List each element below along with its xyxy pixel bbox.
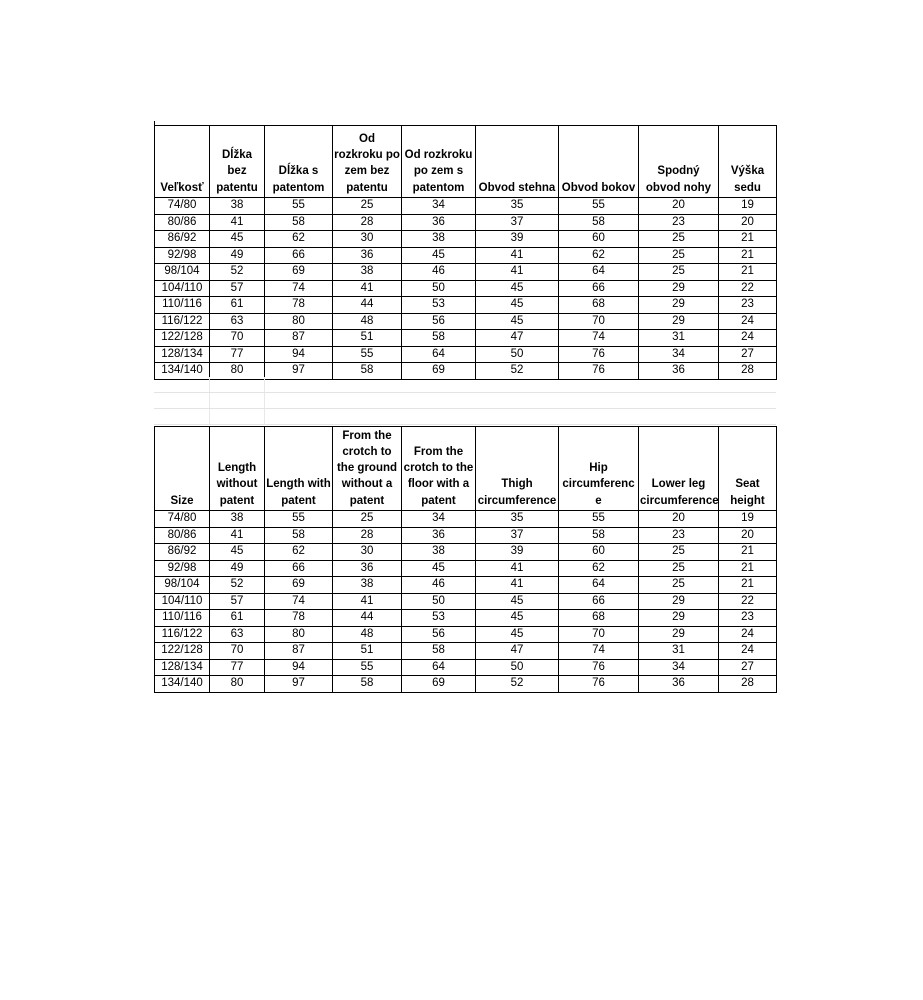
measurement-cell: 21 — [719, 560, 777, 577]
measurement-cell: 51 — [333, 330, 402, 347]
measurement-cell: 20 — [719, 214, 777, 231]
measurement-cell: 41 — [333, 280, 402, 297]
measurement-cell: 64 — [402, 346, 476, 363]
column-header: Od rozkroku po zem bez patentu — [333, 126, 402, 198]
measurement-cell: 77 — [210, 659, 265, 676]
measurement-cell: 37 — [476, 527, 559, 544]
measurement-cell: 62 — [265, 231, 333, 248]
size-cell: 92/98 — [155, 560, 210, 577]
column-header: Length with patent — [265, 427, 333, 511]
measurement-cell: 41 — [333, 593, 402, 610]
measurement-cell: 46 — [402, 577, 476, 594]
table-row — [155, 198, 777, 215]
measurement-cell: 28 — [719, 676, 777, 693]
measurement-cell: 50 — [476, 346, 559, 363]
measurement-cell: 80 — [265, 313, 333, 330]
table-row — [155, 264, 777, 281]
size-cell: 80/86 — [155, 214, 210, 231]
size-cell: 104/110 — [155, 593, 210, 610]
table-row — [155, 527, 777, 544]
column-header: Dĺžka bez patentu — [210, 126, 265, 198]
table-row — [155, 676, 777, 693]
column-header: From the crotch to the ground without a patent — [333, 427, 402, 511]
measurement-cell: 69 — [402, 676, 476, 693]
measurement-cell: 64 — [559, 264, 639, 281]
measurement-cell: 80 — [210, 363, 265, 380]
measurement-cell: 24 — [719, 313, 777, 330]
measurement-cell: 34 — [402, 198, 476, 215]
size-cell: 128/134 — [155, 346, 210, 363]
measurement-cell: 25 — [639, 247, 719, 264]
size-table-slovak — [154, 125, 777, 380]
measurement-cell: 62 — [559, 247, 639, 264]
table-row — [155, 280, 777, 297]
measurement-cell: 55 — [265, 511, 333, 528]
column-header: Od rozkroku po zem s patentom — [402, 126, 476, 198]
measurement-cell: 20 — [719, 527, 777, 544]
measurement-cell: 23 — [719, 610, 777, 627]
measurement-cell: 55 — [333, 659, 402, 676]
measurement-cell: 52 — [476, 363, 559, 380]
measurement-cell: 87 — [265, 330, 333, 347]
measurement-cell: 29 — [639, 610, 719, 627]
column-header: Thigh circumference — [476, 427, 559, 511]
measurement-cell: 58 — [402, 643, 476, 660]
measurement-cell: 38 — [333, 264, 402, 281]
measurement-cell: 87 — [265, 643, 333, 660]
measurement-cell: 58 — [333, 363, 402, 380]
measurement-cell: 25 — [639, 544, 719, 561]
measurement-cell: 56 — [402, 313, 476, 330]
measurement-cell: 21 — [719, 264, 777, 281]
measurement-cell: 29 — [639, 280, 719, 297]
measurement-cell: 77 — [210, 346, 265, 363]
measurement-cell: 35 — [476, 198, 559, 215]
measurement-cell: 76 — [559, 659, 639, 676]
measurement-cell: 74 — [265, 280, 333, 297]
size-cell: 86/92 — [155, 544, 210, 561]
measurement-cell: 76 — [559, 676, 639, 693]
measurement-cell: 34 — [639, 659, 719, 676]
measurement-cell: 31 — [639, 330, 719, 347]
measurement-cell: 63 — [210, 626, 265, 643]
measurement-cell: 78 — [265, 610, 333, 627]
table-row — [155, 346, 777, 363]
measurement-cell: 25 — [639, 577, 719, 594]
measurement-cell: 52 — [210, 577, 265, 594]
table-row — [155, 313, 777, 330]
measurement-cell: 55 — [559, 511, 639, 528]
measurement-cell: 44 — [333, 297, 402, 314]
measurement-cell: 34 — [402, 511, 476, 528]
measurement-cell: 21 — [719, 247, 777, 264]
measurement-cell: 58 — [559, 527, 639, 544]
measurement-cell: 39 — [476, 231, 559, 248]
measurement-cell: 45 — [476, 297, 559, 314]
measurement-cell: 22 — [719, 593, 777, 610]
measurement-cell: 25 — [639, 560, 719, 577]
measurement-cell: 47 — [476, 330, 559, 347]
measurement-cell: 20 — [639, 198, 719, 215]
measurement-cell: 36 — [402, 527, 476, 544]
measurement-cell: 76 — [559, 363, 639, 380]
measurement-cell: 45 — [476, 280, 559, 297]
measurement-cell: 30 — [333, 544, 402, 561]
measurement-cell: 28 — [719, 363, 777, 380]
table-row — [155, 231, 777, 248]
table-row — [155, 626, 777, 643]
measurement-cell: 69 — [402, 363, 476, 380]
column-header: Výška sedu — [719, 126, 777, 198]
column-header: Obvod bokov — [559, 126, 639, 198]
column-header: Length without patent — [210, 427, 265, 511]
measurement-cell: 55 — [559, 198, 639, 215]
measurement-cell: 61 — [210, 297, 265, 314]
size-cell: 134/140 — [155, 676, 210, 693]
measurement-cell: 38 — [210, 198, 265, 215]
table-row — [155, 247, 777, 264]
size-cell: 86/92 — [155, 231, 210, 248]
measurement-cell: 47 — [476, 643, 559, 660]
measurement-cell: 48 — [333, 626, 402, 643]
measurement-cell: 45 — [402, 560, 476, 577]
measurement-cell: 24 — [719, 643, 777, 660]
measurement-cell: 97 — [265, 363, 333, 380]
measurement-cell: 52 — [210, 264, 265, 281]
measurement-cell: 41 — [476, 560, 559, 577]
measurement-cell: 70 — [559, 313, 639, 330]
measurement-cell: 29 — [639, 626, 719, 643]
table-header-row — [155, 427, 777, 511]
measurement-cell: 66 — [559, 280, 639, 297]
table-row — [155, 544, 777, 561]
measurement-cell: 97 — [265, 676, 333, 693]
measurement-cell: 62 — [265, 544, 333, 561]
measurement-cell: 51 — [333, 643, 402, 660]
measurement-cell: 80 — [265, 626, 333, 643]
measurement-cell: 74 — [265, 593, 333, 610]
measurement-cell: 45 — [210, 231, 265, 248]
measurement-cell: 45 — [476, 593, 559, 610]
measurement-cell: 70 — [559, 626, 639, 643]
measurement-cell: 39 — [476, 544, 559, 561]
table-row — [155, 610, 777, 627]
measurement-cell: 57 — [210, 280, 265, 297]
column-header: Obvod stehna — [476, 126, 559, 198]
measurement-cell: 76 — [559, 346, 639, 363]
measurement-cell: 50 — [476, 659, 559, 676]
measurement-cell: 74 — [559, 643, 639, 660]
measurement-cell: 38 — [210, 511, 265, 528]
measurement-cell: 41 — [476, 577, 559, 594]
measurement-cell: 61 — [210, 610, 265, 627]
table-row — [155, 511, 777, 528]
measurement-cell: 46 — [402, 264, 476, 281]
table-row — [155, 577, 777, 594]
column-header: Seat height — [719, 427, 777, 511]
measurement-cell: 22 — [719, 280, 777, 297]
size-table-english — [154, 426, 777, 693]
measurement-cell: 70 — [210, 643, 265, 660]
measurement-cell: 45 — [476, 313, 559, 330]
measurement-cell: 58 — [265, 214, 333, 231]
measurement-cell: 25 — [639, 231, 719, 248]
measurement-cell: 60 — [559, 231, 639, 248]
measurement-cell: 94 — [265, 659, 333, 676]
measurement-cell: 69 — [265, 264, 333, 281]
measurement-cell: 34 — [639, 346, 719, 363]
measurement-cell: 66 — [559, 593, 639, 610]
column-header: From the crotch to the floor with a patent — [402, 427, 476, 511]
measurement-cell: 94 — [265, 346, 333, 363]
measurement-cell: 78 — [265, 297, 333, 314]
measurement-cell: 41 — [476, 264, 559, 281]
size-cell: 116/122 — [155, 313, 210, 330]
measurement-cell: 56 — [402, 626, 476, 643]
measurement-cell: 45 — [402, 247, 476, 264]
table-row — [155, 593, 777, 610]
measurement-cell: 23 — [639, 214, 719, 231]
measurement-cell: 38 — [402, 544, 476, 561]
table-row — [155, 659, 777, 676]
measurement-cell: 24 — [719, 330, 777, 347]
measurement-cell: 70 — [210, 330, 265, 347]
measurement-cell: 19 — [719, 511, 777, 528]
measurement-cell: 45 — [210, 544, 265, 561]
table-row — [155, 214, 777, 231]
size-cell: 110/116 — [155, 610, 210, 627]
measurement-cell: 80 — [210, 676, 265, 693]
measurement-cell: 45 — [476, 610, 559, 627]
measurement-cell: 29 — [639, 313, 719, 330]
measurement-cell: 27 — [719, 346, 777, 363]
measurement-cell: 36 — [333, 247, 402, 264]
measurement-cell: 62 — [559, 560, 639, 577]
measurement-cell: 31 — [639, 643, 719, 660]
measurement-cell: 64 — [402, 659, 476, 676]
measurement-cell: 28 — [333, 527, 402, 544]
measurement-cell: 21 — [719, 544, 777, 561]
measurement-cell: 29 — [639, 297, 719, 314]
size-cell: 98/104 — [155, 577, 210, 594]
measurement-cell: 53 — [402, 610, 476, 627]
measurement-cell: 36 — [333, 560, 402, 577]
measurement-cell: 25 — [639, 264, 719, 281]
measurement-cell: 21 — [719, 231, 777, 248]
size-cell: 116/122 — [155, 626, 210, 643]
measurement-cell: 23 — [719, 297, 777, 314]
size-cell: 122/128 — [155, 643, 210, 660]
measurement-cell: 44 — [333, 610, 402, 627]
measurement-cell: 36 — [639, 676, 719, 693]
column-header: Dĺžka s patentom — [265, 126, 333, 198]
measurement-cell: 60 — [559, 544, 639, 561]
measurement-cell: 68 — [559, 297, 639, 314]
measurement-cell: 49 — [210, 560, 265, 577]
measurement-cell: 52 — [476, 676, 559, 693]
measurement-cell: 74 — [559, 330, 639, 347]
measurement-cell: 30 — [333, 231, 402, 248]
size-cell: 104/110 — [155, 280, 210, 297]
table-row — [155, 560, 777, 577]
measurement-cell: 41 — [210, 527, 265, 544]
size-cell: 74/80 — [155, 198, 210, 215]
measurement-cell: 68 — [559, 610, 639, 627]
measurement-cell: 58 — [402, 330, 476, 347]
measurement-cell: 28 — [333, 214, 402, 231]
measurement-cell: 19 — [719, 198, 777, 215]
measurement-cell: 55 — [333, 346, 402, 363]
measurement-cell: 45 — [476, 626, 559, 643]
measurement-cell: 20 — [639, 511, 719, 528]
measurement-cell: 35 — [476, 511, 559, 528]
measurement-cell: 53 — [402, 297, 476, 314]
size-cell: 98/104 — [155, 264, 210, 281]
table-row — [155, 297, 777, 314]
measurement-cell: 64 — [559, 577, 639, 594]
measurement-cell: 57 — [210, 593, 265, 610]
column-header: Size — [155, 427, 210, 511]
measurement-cell: 58 — [265, 527, 333, 544]
measurement-cell: 36 — [639, 363, 719, 380]
column-header: Hip circumferenc e — [559, 427, 639, 511]
measurement-cell: 38 — [402, 231, 476, 248]
column-header: Veľkosť — [155, 126, 210, 198]
column-header: Lower leg circumference — [639, 427, 719, 511]
measurement-cell: 69 — [265, 577, 333, 594]
measurement-cell: 25 — [333, 511, 402, 528]
measurement-cell: 48 — [333, 313, 402, 330]
measurement-cell: 41 — [476, 247, 559, 264]
measurement-cell: 41 — [210, 214, 265, 231]
measurement-cell: 23 — [639, 527, 719, 544]
table-row — [155, 330, 777, 347]
measurement-cell: 37 — [476, 214, 559, 231]
measurement-cell: 27 — [719, 659, 777, 676]
measurement-cell: 63 — [210, 313, 265, 330]
measurement-cell: 24 — [719, 626, 777, 643]
measurement-cell: 58 — [559, 214, 639, 231]
size-cell: 128/134 — [155, 659, 210, 676]
empty-spreadsheet-rows — [154, 377, 776, 427]
measurement-cell: 66 — [265, 560, 333, 577]
size-cell: 92/98 — [155, 247, 210, 264]
measurement-cell: 66 — [265, 247, 333, 264]
measurement-cell: 58 — [333, 676, 402, 693]
size-cell: 122/128 — [155, 330, 210, 347]
measurement-cell: 29 — [639, 593, 719, 610]
size-cell: 80/86 — [155, 527, 210, 544]
size-cell: 74/80 — [155, 511, 210, 528]
measurement-cell: 50 — [402, 280, 476, 297]
table-row — [155, 643, 777, 660]
measurement-cell: 38 — [333, 577, 402, 594]
measurement-cell: 25 — [333, 198, 402, 215]
size-cell: 110/116 — [155, 297, 210, 314]
measurement-cell: 36 — [402, 214, 476, 231]
measurement-cell: 55 — [265, 198, 333, 215]
measurement-cell: 21 — [719, 577, 777, 594]
size-cell: 134/140 — [155, 363, 210, 380]
table-header-row — [155, 126, 777, 198]
column-header: Spodný obvod nohy — [639, 126, 719, 198]
measurement-cell: 49 — [210, 247, 265, 264]
measurement-cell: 50 — [402, 593, 476, 610]
